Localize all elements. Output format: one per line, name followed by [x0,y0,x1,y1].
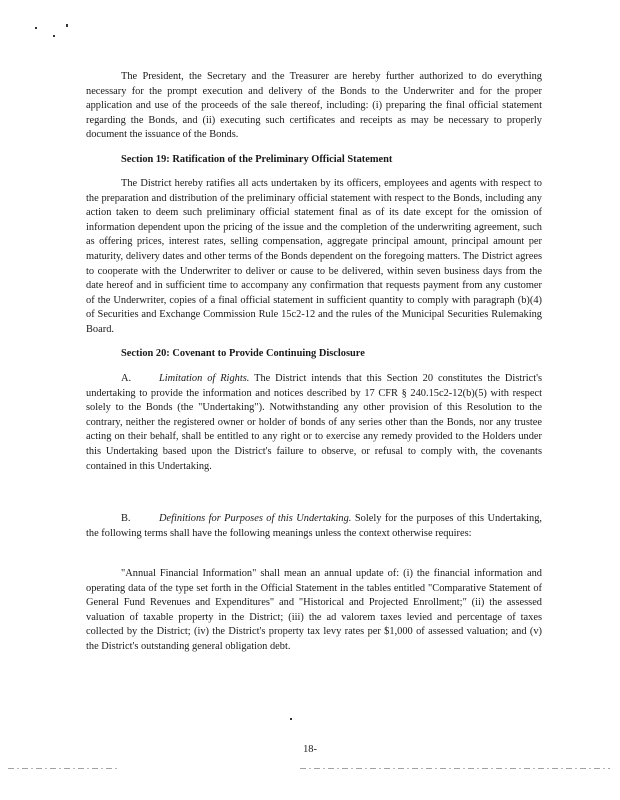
scan-artifact-line [300,768,610,769]
subsection-a-label: A. [121,373,132,384]
paragraph-ratification: The District hereby ratifies all acts undertaken by its officers, employees and agents with respect to the preparation and distribution of the preliminary official statement with respect to the Bonds, including any action taken to deem such preliminary official statement final as of its date except for the omission of information dependent upon the pricing of the issue and the completion of the underwriting agreement, such as offering prices, interest rates, selling compensation, aggregate principal amount, principal amount per maturity, delivery dates and other terms of the Bonds dependent on the foregoing matters. The District agrees to cooperate with the Underwriter to deliver or cause to be delivered, within seven business days from the date hereof and in sufficient time to accompany any confirmation that requests payment from any customer of the Underwriter, copies of a final official statement in sufficient quantity to comply with paragraph (b)(4) of Securities and Exchange Commission Rule 15c2-12 and the rules of the Municipal Securities Rulemaking Board. [86,178,542,335]
subsection-b-title: Definitions for Purposes of this Undertaking. [159,513,352,524]
paragraph-annual-financial-information: "Annual Financial Information" shall mean an annual update of: (i) the financial information and operating data of the type set forth in the Official Statement in the tables entitled "Comparative Statement of General Fund Revenues and Expenditures" and "Historical and Projected Enrollment;" (ii) the assessed valuation of taxable property in the District; (iii) the ad valorem taxes levied and percentage of taxes collected by the District; (iv) the District's property tax levy rates per $1,000 of assessed valuation; and (v) the District's outstanding general obligation debt. [86,568,542,652]
subsection-a-text: The District intends that this Section 20 constitutes the District's undertaking to provide the information and notices described by 17 CFR § 240.15c2-12(b)(5) with respect solely to the Bonds (the "Undertaking"). Notwithstanding any other provision of this Resolution to the contrary, neither the registered owner or holder of bonds of any series other than the Bonds, nor any trustee acting on their behalf, shall be entitled to any right or to exercise any remedy provided to the Holders under this Undertaking based upon the District's failure to observe, or refusal to comply with, the covenants contained in this Undertaking. [86,373,543,472]
subsection-a-title: Limitation of Rights. [159,373,250,384]
section-20-heading: Section 20: Covenant to Provide Continuing Disclosure [121,348,365,359]
paragraph-limitation-of-rights [86,372,542,474]
page-number: 18- [303,744,317,755]
scan-speck [290,718,292,720]
subsection-b-text: Solely for the purposes of this Undertaking, the following terms shall have the following meanings unless the context otherwise requires: [86,513,542,539]
scan-speck [35,27,37,29]
scan-artifact-line [8,768,118,769]
scan-speck [53,35,55,37]
scan-speck [66,24,68,27]
paragraph-authorization: The President, the Secretary and the Treasurer are hereby further authorized to do everything necessary for the prompt execution and delivery of the Bonds to the Underwriter and for the proper application and use of the proceeds of the sale thereof, including: (i) preparing the final official statement regarding the Bonds, and (ii) executing such certificates and receipts as may be necessary to properly document the issuance of the Bonds. [86,71,542,141]
section-19-heading: Section 19: Ratification of the Preliminary Official Statement [121,154,393,165]
paragraph-definitions [86,512,542,541]
subsection-b-label: B. [121,513,131,524]
